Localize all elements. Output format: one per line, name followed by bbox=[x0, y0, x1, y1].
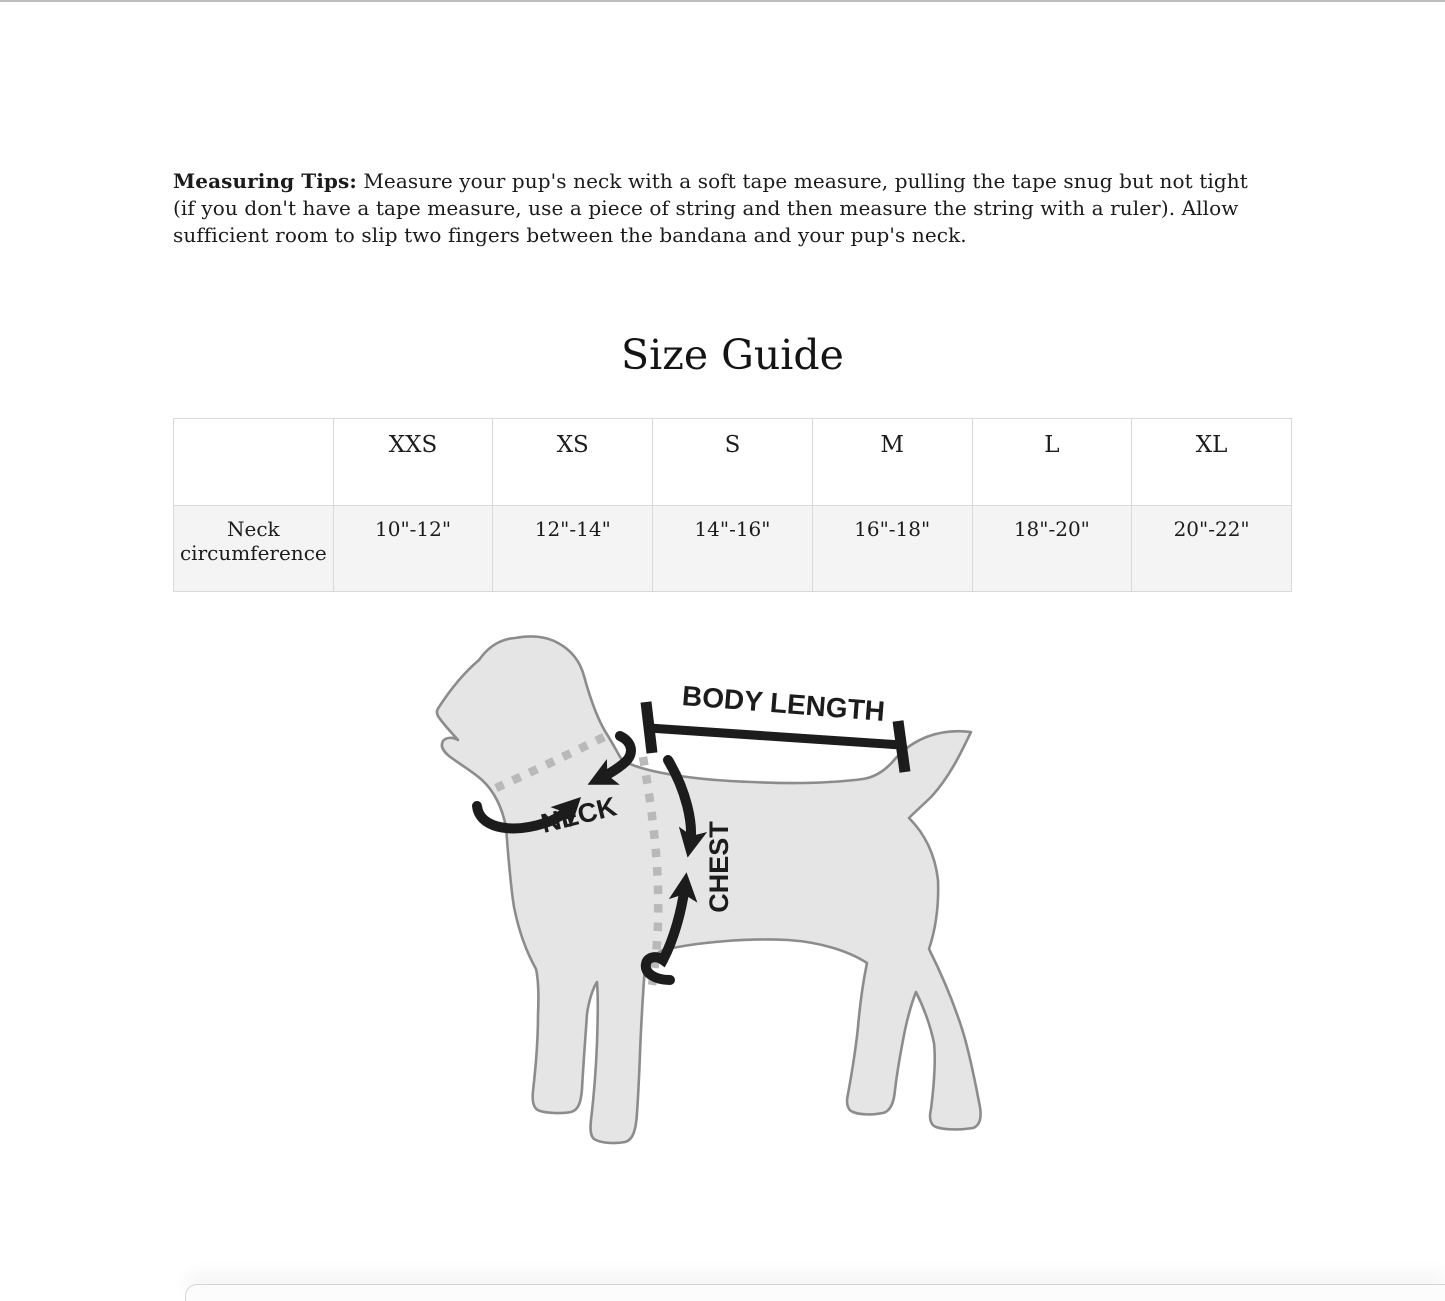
size-guide-table bbox=[173, 418, 1292, 592]
size-table-corner-cell bbox=[174, 419, 334, 506]
row-header-neck-circumference: Neck circumference bbox=[174, 506, 334, 592]
size-column-header-m: M bbox=[812, 419, 972, 506]
size-column-header-xs: XS bbox=[493, 419, 653, 506]
neck-label: NECK bbox=[538, 791, 620, 839]
size-column-header-s: S bbox=[653, 419, 813, 506]
neck-value-xxs: 10"-12" bbox=[333, 506, 493, 592]
size-column-header-xxs: XXS bbox=[333, 419, 493, 506]
chest-label: CHEST bbox=[704, 821, 734, 913]
size-guide-title: Size Guide bbox=[621, 331, 844, 380]
size-column-header-l: L bbox=[972, 419, 1132, 506]
measuring-tips-text: Measure your pup's neck with a soft tape measure, pulling the tape snug but not tight (if you don't have a tape measure, use a piece of string and then measure the string with a ruler). Allow sufficient room to slip two fingers between the bandana and your pup's neck. bbox=[173, 169, 1248, 247]
body-length-tick-right bbox=[898, 721, 905, 772]
next-section-top-edge bbox=[185, 1284, 1445, 1301]
dog-measurement-diagram bbox=[427, 633, 1007, 1153]
body-length-line bbox=[649, 728, 901, 745]
neck-circumference-row bbox=[174, 506, 1292, 592]
size-table-header-row bbox=[174, 419, 1292, 506]
neck-value-s: 14"-16" bbox=[653, 506, 813, 592]
body-length-label: BODY LENGTH bbox=[680, 680, 887, 727]
neck-value-l: 18"-20" bbox=[972, 506, 1132, 592]
page-top-border bbox=[0, 0, 1445, 2]
neck-value-m: 16"-18" bbox=[812, 506, 972, 592]
measuring-tips-paragraph bbox=[173, 168, 1255, 249]
neck-value-xs: 12"-14" bbox=[493, 506, 653, 592]
neck-value-xl: 20"-22" bbox=[1132, 506, 1292, 592]
measuring-tips-label: Measuring Tips: bbox=[173, 169, 357, 193]
body-length-tick-left bbox=[646, 702, 652, 753]
size-column-header-xl: XL bbox=[1132, 419, 1292, 506]
